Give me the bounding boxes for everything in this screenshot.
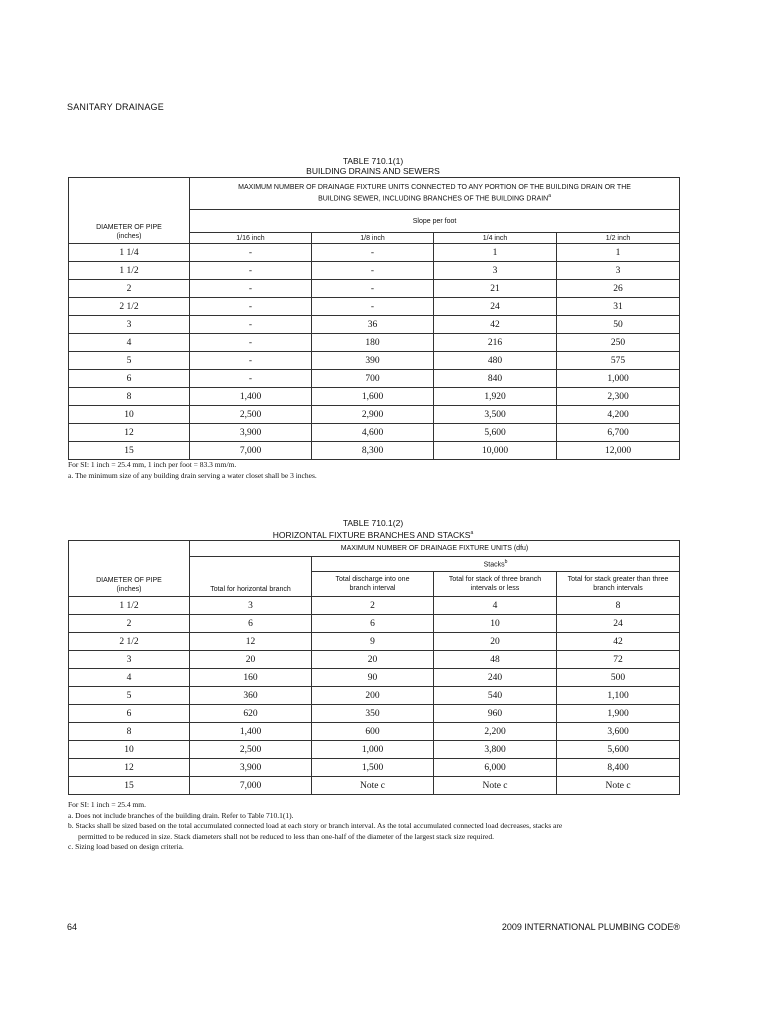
value-cell: 20 [190, 651, 312, 669]
pipe-diameter-cell: 1 1/4 [69, 244, 190, 262]
pipe-diameter-cell: 8 [69, 723, 190, 741]
value-cell: 8,300 [312, 442, 434, 460]
table2-col-three-branch-intervals: Total for stack of three branch intervals or less [434, 572, 557, 597]
value-cell: - [312, 244, 434, 262]
value-cell: 600 [312, 723, 434, 741]
value-cell: 48 [434, 651, 557, 669]
pipe-diameter-cell: 1 1/2 [69, 262, 190, 280]
value-cell: - [190, 298, 312, 316]
value-cell: 360 [190, 687, 312, 705]
value-cell: 5,600 [557, 741, 680, 759]
value-cell: 3,500 [434, 406, 557, 424]
value-cell: 250 [557, 334, 680, 352]
value-cell: 350 [312, 705, 434, 723]
value-cell: 500 [557, 669, 680, 687]
pipe-diameter-cell: 2 [69, 615, 190, 633]
table-row [69, 741, 680, 759]
value-cell: 26 [557, 280, 680, 298]
value-cell: 700 [312, 370, 434, 388]
value-cell: 4 [434, 597, 557, 615]
table-row [69, 705, 680, 723]
table2-notes [68, 800, 688, 853]
value-cell: 6,000 [434, 759, 557, 777]
value-cell: - [312, 262, 434, 280]
value-cell: - [190, 244, 312, 262]
value-cell: 960 [434, 705, 557, 723]
value-cell: 2,900 [312, 406, 434, 424]
value-cell: 36 [312, 316, 434, 334]
table2-title: HORIZONTAL FIXTURE BRANCHES AND STACKS$^a$ [272, 529, 474, 540]
pipe-diameter-cell: 4 [69, 669, 190, 687]
value-cell: 1,100 [557, 687, 680, 705]
table-row [69, 687, 680, 705]
value-cell: 240 [434, 669, 557, 687]
value-cell: 2,200 [434, 723, 557, 741]
value-cell: 1,400 [190, 388, 312, 406]
table-row [69, 262, 680, 280]
table-row [69, 334, 680, 352]
value-cell: 20 [312, 651, 434, 669]
value-cell: 1 [434, 244, 557, 262]
value-cell: 7,000 [190, 777, 312, 795]
table-row [69, 597, 680, 615]
value-cell: 3 [190, 597, 312, 615]
table-row [69, 442, 680, 460]
value-cell: 6 [190, 615, 312, 633]
value-cell: - [190, 370, 312, 388]
pipe-diameter-cell: 4 [69, 334, 190, 352]
value-cell: 90 [312, 669, 434, 687]
footnote: a. The minimum size of any building drain serving a water closet shall be 3 inches. [68, 470, 317, 480]
value-cell: 480 [434, 352, 557, 370]
table-row [69, 280, 680, 298]
table1-slope-column: 1/16 inch [190, 233, 312, 244]
value-cell: 575 [557, 352, 680, 370]
value-cell: 4,200 [557, 406, 680, 424]
value-cell: - [190, 262, 312, 280]
pipe-diameter-cell: 12 [69, 759, 190, 777]
value-cell: 24 [434, 298, 557, 316]
table-row [69, 759, 680, 777]
value-cell: Note c [312, 777, 434, 795]
value-cell: 1,000 [557, 370, 680, 388]
value-cell: - [190, 280, 312, 298]
value-cell: 12 [190, 633, 312, 651]
page-number: 64 [67, 922, 78, 932]
code-name: 2009 INTERNATIONAL PLUMBING CODE® [501, 922, 680, 932]
table-row [69, 615, 680, 633]
value-cell: 6,700 [557, 424, 680, 442]
footnote: a. Does not include branches of the building drain. Refer to Table 710.1(1). [68, 810, 294, 820]
pipe-diameter-cell: 2 [69, 280, 190, 298]
table-row [69, 370, 680, 388]
footnote: b. Stacks shall be sized based on the total accumulated connected load at each story or branch interval. As the total accumulated connected load decreases, stacks are [68, 821, 563, 830]
value-cell: 3,900 [190, 424, 312, 442]
table1-slope-column: 1/2 inch [557, 233, 680, 244]
footnote: For SI: 1 inch = 25.4 mm, 1 inch per foot = 83.3 mm/m. [68, 460, 237, 469]
pipe-diameter-cell: 12 [69, 424, 190, 442]
footnote: c. Sizing load based on design criteria. [68, 842, 184, 851]
value-cell: - [312, 298, 434, 316]
pipe-diameter-cell: 15 [69, 777, 190, 795]
value-cell: 180 [312, 334, 434, 352]
pipe-diameter-cell: 6 [69, 705, 190, 723]
value-cell: 8,400 [557, 759, 680, 777]
table1-title: BUILDING DRAINS AND SEWERS [306, 166, 440, 176]
table-row [69, 777, 680, 795]
value-cell: 2,300 [557, 388, 680, 406]
table-row [69, 352, 680, 370]
pipe-diameter-cell: 6 [69, 370, 190, 388]
value-cell: - [190, 334, 312, 352]
value-cell: 840 [434, 370, 557, 388]
table-row [69, 633, 680, 651]
pipe-diameter-cell: 3 [69, 651, 190, 669]
pipe-diameter-cell: 5 [69, 687, 190, 705]
table1-diameter-header: DIAMETER OF PIPE (inches) [69, 178, 190, 244]
value-cell: 24 [557, 615, 680, 633]
value-cell: 21 [434, 280, 557, 298]
value-cell: Note c [434, 777, 557, 795]
value-cell: 3 [557, 262, 680, 280]
value-cell: 31 [557, 298, 680, 316]
value-cell: 390 [312, 352, 434, 370]
value-cell: Note c [557, 777, 680, 795]
value-cell: - [312, 280, 434, 298]
pipe-diameter-cell: 2 1/2 [69, 298, 190, 316]
table1-number: TABLE 710.1(1) [342, 156, 404, 166]
table-row [69, 298, 680, 316]
value-cell: 540 [434, 687, 557, 705]
table2-diameter-header: DIAMETER OF PIPE (inches) [69, 541, 190, 597]
pipe-diameter-cell: 3 [69, 316, 190, 334]
value-cell: 4,600 [312, 424, 434, 442]
value-cell: - [190, 316, 312, 334]
value-cell: 3 [434, 262, 557, 280]
table1 [68, 177, 680, 460]
table1-group-header: MAXIMUM NUMBER OF DRAINAGE FIXTURE UNITS CONNECTED TO ANY PORTION OF THE BUILDING DRAIN OR THE BUILDING SEWER, INCLUDING BRANCHES OF THE BUILDING DRAIN$^a$ [190, 178, 680, 210]
table2-number: TABLE 710.1(2) [342, 518, 404, 528]
value-cell: 9 [312, 633, 434, 651]
table1-notes [68, 460, 688, 481]
table1-slope-column: 1/8 inch [312, 233, 434, 244]
table-row [69, 651, 680, 669]
table-row [69, 388, 680, 406]
value-cell: 1,900 [557, 705, 680, 723]
value-cell: 12,000 [557, 442, 680, 460]
value-cell: 1 [557, 244, 680, 262]
value-cell: 216 [434, 334, 557, 352]
value-cell: 3,800 [434, 741, 557, 759]
table1-slope-header: Slope per foot [190, 210, 680, 233]
table2-stacks-header: Stacks$^b$ [312, 557, 680, 572]
value-cell: 160 [190, 669, 312, 687]
value-cell: 7,000 [190, 442, 312, 460]
value-cell: 8 [557, 597, 680, 615]
pipe-diameter-cell: 1 1/2 [69, 597, 190, 615]
value-cell: 2,500 [190, 406, 312, 424]
value-cell: 200 [312, 687, 434, 705]
value-cell: 10,000 [434, 442, 557, 460]
table1-caption [68, 156, 678, 176]
value-cell: 10 [434, 615, 557, 633]
table-row [69, 244, 680, 262]
table1-slope-column: 1/4 inch [434, 233, 557, 244]
value-cell: 2 [312, 597, 434, 615]
value-cell: 1,600 [312, 388, 434, 406]
table2-caption [68, 518, 678, 540]
value-cell: 1,000 [312, 741, 434, 759]
pipe-diameter-cell: 2 1/2 [69, 633, 190, 651]
value-cell: - [190, 352, 312, 370]
page-header: SANITARY DRAINAGE [67, 102, 164, 112]
value-cell: 2,500 [190, 741, 312, 759]
value-cell: 20 [434, 633, 557, 651]
pipe-diameter-cell: 10 [69, 741, 190, 759]
table2-group-header: MAXIMUM NUMBER OF DRAINAGE FIXTURE UNITS (dfu) [190, 541, 680, 557]
footnote: For SI: 1 inch = 25.4 mm. [68, 800, 146, 809]
table-row [69, 406, 680, 424]
value-cell: 3,900 [190, 759, 312, 777]
value-cell: 50 [557, 316, 680, 334]
table-row [69, 316, 680, 334]
value-cell: 3,600 [557, 723, 680, 741]
value-cell: 620 [190, 705, 312, 723]
table2-col-horizontal-branch: Total for horizontal branch [190, 557, 312, 597]
value-cell: 6 [312, 615, 434, 633]
value-cell: 42 [434, 316, 557, 334]
pipe-diameter-cell: 8 [69, 388, 190, 406]
footnote: permitted to be reduced in size. Stack diameters shall not be reduced to less than one-half of the diameter of the largest stack size required. [78, 831, 494, 841]
table-row [69, 669, 680, 687]
value-cell: 1,500 [312, 759, 434, 777]
value-cell: 72 [557, 651, 680, 669]
table2 [68, 540, 680, 795]
table-row [69, 723, 680, 741]
pipe-diameter-cell: 10 [69, 406, 190, 424]
value-cell: 1,400 [190, 723, 312, 741]
table2-col-greater-than-three: Total for stack greater than three branch intervals [557, 572, 680, 597]
pipe-diameter-cell: 5 [69, 352, 190, 370]
table-row [69, 424, 680, 442]
pipe-diameter-cell: 15 [69, 442, 190, 460]
value-cell: 1,920 [434, 388, 557, 406]
value-cell: 5,600 [434, 424, 557, 442]
value-cell: 42 [557, 633, 680, 651]
table2-col-one-branch-interval: Total discharge into one branch interval [312, 572, 434, 597]
